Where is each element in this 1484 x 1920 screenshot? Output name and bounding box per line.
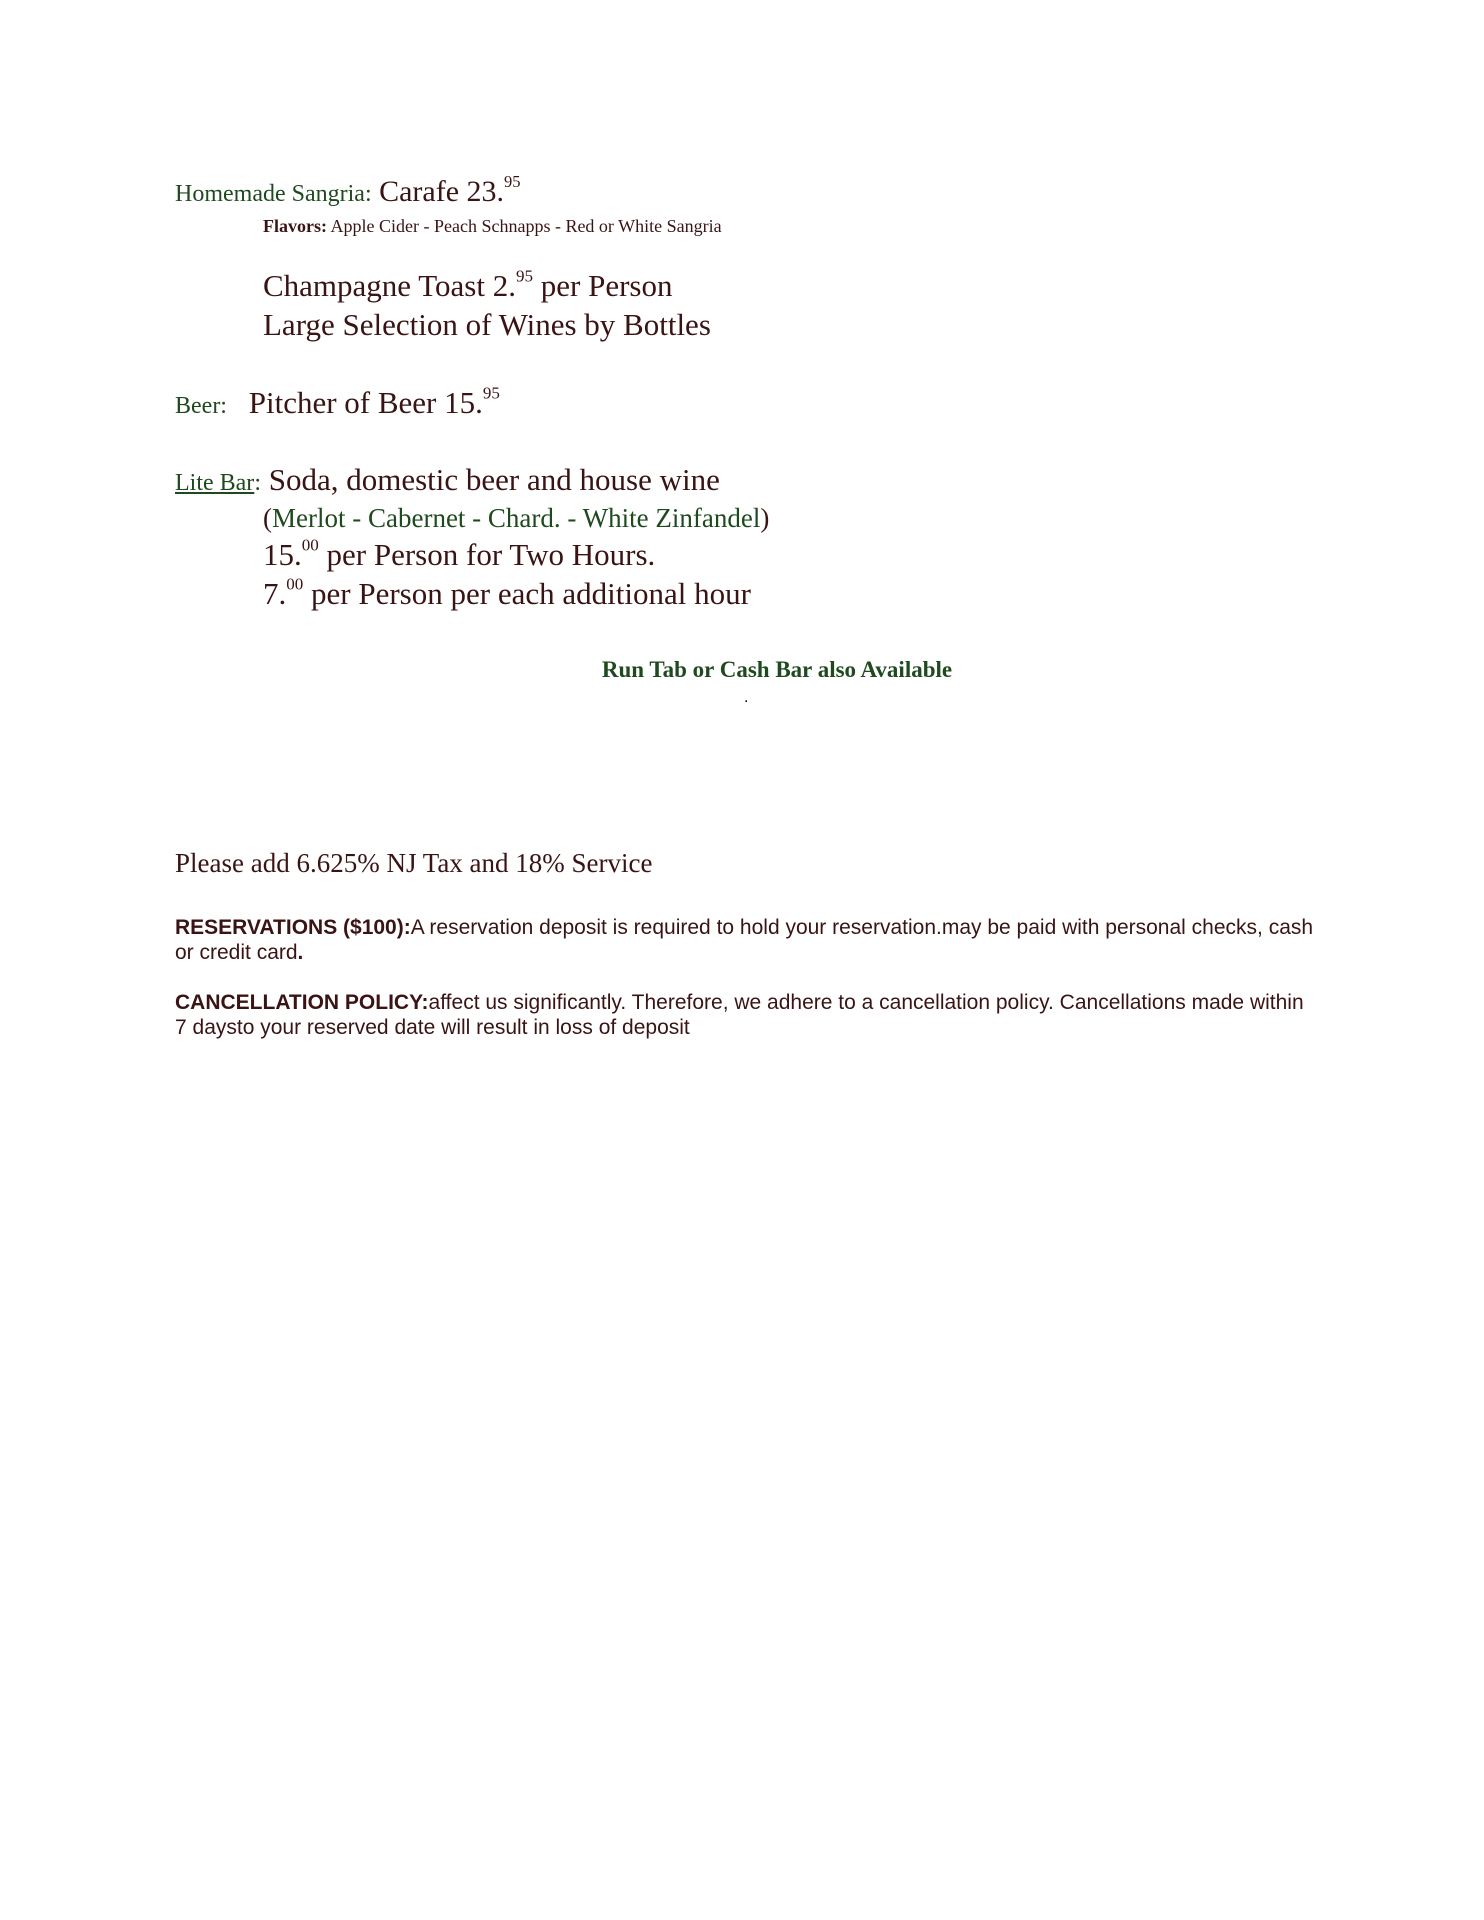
price2-whole: 7.: [263, 576, 287, 611]
flavors-label: Flavors:: [263, 216, 327, 236]
champagne-line: [263, 266, 672, 306]
sangria-label: Homemade Sangria:: [175, 181, 372, 207]
run-tab-note: [0, 655, 1484, 685]
paren-close: ): [760, 503, 770, 533]
champagne-prefix: Champagne Toast 2.: [263, 268, 516, 303]
beer-label: Beer:: [175, 393, 227, 419]
lite-bar-item: Soda, domestic beer and house wine: [268, 462, 720, 497]
reservations-label: RESERVATIONS ($100):: [175, 916, 411, 939]
reservations-text: A reservation deposit is required to hold your reservation.may be paid with personal checks, cash or credit card: [175, 916, 1314, 964]
price1-cents: 00: [301, 535, 319, 555]
price1-whole: 15.: [263, 537, 302, 572]
champagne-suffix: per Person: [540, 268, 673, 303]
cancellation-label: CANCELLATION POLICY:: [175, 991, 429, 1014]
wines-line: Large Selection of Wines by Bottles: [263, 307, 711, 342]
beer-line: [175, 383, 500, 426]
sangria-price: [379, 171, 521, 208]
flavors-line: [263, 214, 722, 238]
cancellation-paragraph: [175, 990, 1315, 1040]
lite-bar-label: Lite Bar: [175, 470, 255, 496]
beer-price: [249, 385, 500, 420]
lite-bar-line: [175, 460, 720, 503]
sangria-item: Carafe 23.: [379, 175, 505, 208]
beer-item: Pitcher of Beer 15.: [248, 385, 483, 420]
price2-text: per Person per each additional hour: [311, 576, 751, 611]
run-tab-text: Run Tab or Cash Bar also Available: [601, 657, 953, 682]
dot-mark: .: [744, 689, 749, 706]
flavors-text: Apple Cider - Peach Schnapps - Red or White Sangria: [330, 216, 722, 236]
reservations-end: .: [297, 941, 304, 964]
paren-open: (: [263, 503, 272, 533]
champagne-cents: 95: [515, 266, 533, 286]
lite-bar-colon: :: [254, 470, 261, 496]
tax-note: Please add 6.625% NJ Tax and 18% Service: [175, 848, 653, 878]
cancellation-text: affect us significantly. Therefore, we adhere to a cancellation policy. Cancellations made within 7 daysto your reserved date will result in loss of deposit: [175, 991, 1304, 1039]
price1-text: per Person for Two Hours.: [326, 537, 656, 572]
beer-cents: 95: [482, 383, 500, 403]
sangria-cents: 95: [504, 171, 521, 191]
price2-cents: 00: [286, 574, 304, 594]
sangria-line: [175, 172, 521, 214]
lite-bar-wines-line: [263, 500, 769, 536]
lite-bar-wines: Merlot - Cabernet - Chard. - White Zinfandel: [272, 503, 761, 533]
lite-bar-price2: [263, 574, 751, 614]
lite-bar-price1: [263, 535, 655, 575]
reservations-paragraph: [175, 915, 1315, 965]
